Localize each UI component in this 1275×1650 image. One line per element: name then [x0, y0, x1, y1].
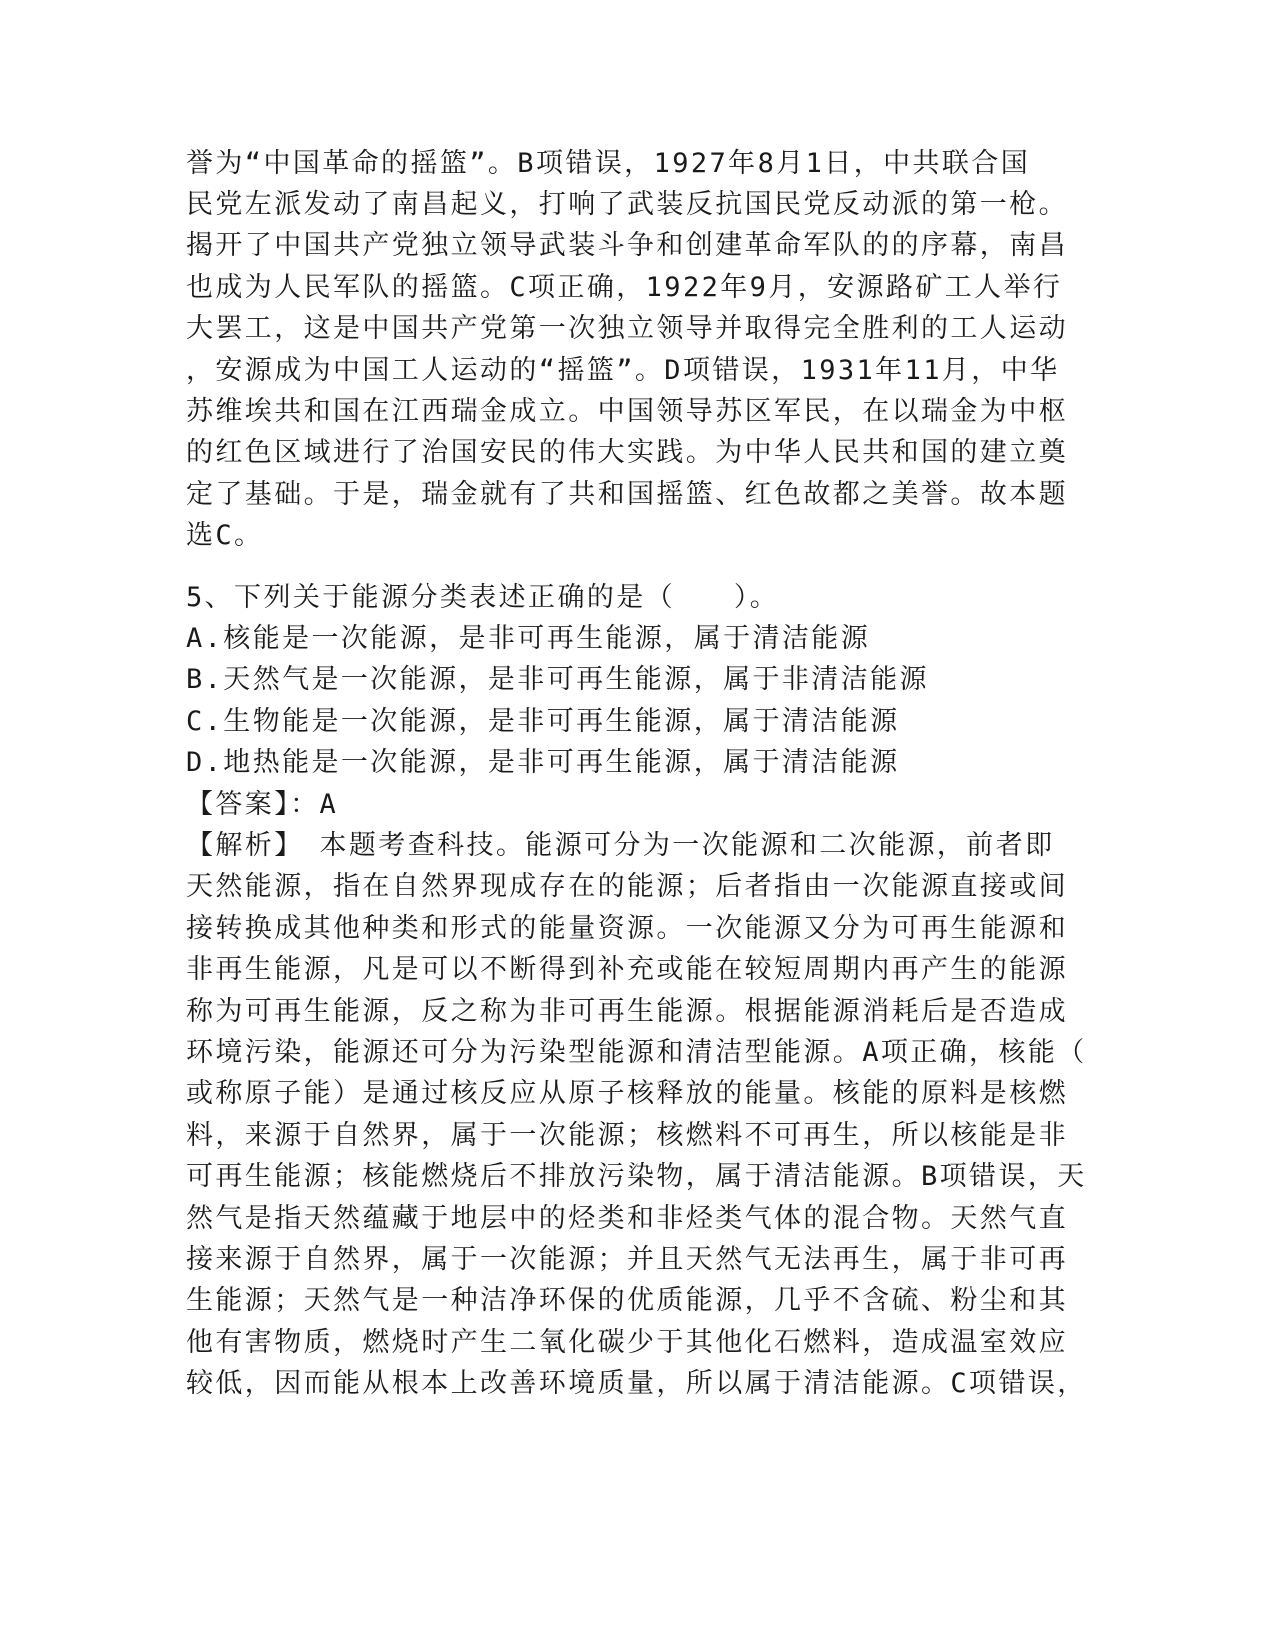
- text-line: 也成为人民军队的摇篮。C项正确，1922年9月，安源路矿工人举行: [186, 272, 1063, 303]
- text-line: 大罢工，这是中国共产党第一次独立领导并取得完全胜利的工人运动: [186, 313, 1068, 344]
- analysis-line: 接转换成其他种类和形式的能量资源。一次能源又分为可再生能源和: [186, 913, 1068, 944]
- analysis-line: 环境污染，能源还可分为污染型能源和清洁型能源。A项正确，核能（: [186, 1037, 1087, 1068]
- text-line: 定了基础。于是，瑞金就有了共和国摇篮、红色故都之美誉。故本题: [186, 479, 1068, 510]
- text-line: 苏维埃共和国在江西瑞金成立。中国领导苏区军民，在以瑞金为中枢: [186, 396, 1068, 427]
- answer-line: 【答案】：A: [186, 789, 339, 820]
- option-b: B.天然气是一次能源，是非可再生能源，属于非清洁能源: [186, 664, 929, 695]
- analysis-line: 【解析】 本题考查科技。能源可分为一次能源和二次能源，前者即: [186, 830, 1055, 861]
- text-line: 选C。: [186, 520, 264, 551]
- option-d: D.地热能是一次能源，是非可再生能源，属于清洁能源: [186, 747, 900, 778]
- analysis-line: 料，来源于自然界，属于一次能源；核燃料不可再生，所以核能是非: [186, 1120, 1068, 1151]
- analysis-line: 称为可再生能源，反之称为非可再生能源。根据能源消耗后是否造成: [186, 996, 1068, 1027]
- analysis-line: 生能源；天然气是一种洁净环保的优质能源，几乎不含硫、粉尘和其: [186, 1285, 1068, 1316]
- analysis-line: 非再生能源，凡是可以不断得到补充或能在较短周期内再产生的能源: [186, 954, 1068, 985]
- question-stem: 5、下列关于能源分类表述正确的是（ ）。: [186, 582, 780, 613]
- text-line: ，安源成为中国工人运动的“摇篮”。D项错误，1931年11月，中华: [186, 355, 1060, 386]
- analysis-line: 较低，因而能从根本上改善环境质量，所以属于清洁能源。C项错误，: [186, 1368, 1087, 1399]
- analysis-line: 或称原子能）是通过核反应从原子核释放的能量。核能的原料是核燃: [186, 1078, 1068, 1109]
- analysis-line: 他有害物质，燃烧时产生二氧化碳少于其他化石燃料，造成温室效应: [186, 1327, 1068, 1358]
- text-line: 民党左派发动了南昌起义，打响了武装反抗国民党反动派的第一枪。: [186, 189, 1068, 220]
- analysis-line: 然气是指天然蕴藏于地层中的烃类和非烃类气体的混合物。天然气直: [186, 1203, 1068, 1234]
- analysis-line: 接来源于自然界，属于一次能源；并且天然气无法再生，属于非可再: [186, 1244, 1068, 1275]
- analysis-line: 可再生能源；核能燃烧后不排放污染物，属于清洁能源。B项错误，天: [186, 1161, 1087, 1192]
- option-a: A.核能是一次能源，是非可再生能源，属于清洁能源: [186, 623, 871, 654]
- text-line: 揭开了中国共产党独立领导武装斗争和创建革命军队的的序幕，南昌: [186, 230, 1068, 261]
- analysis-line: 天然能源，指在自然界现成存在的能源；后者指由一次能源直接或间: [186, 871, 1068, 902]
- text-line: 的红色区域进行了治国安民的伟大实践。为中华人民共和国的建立奠: [186, 437, 1068, 468]
- text-line: 誉为“中国革命的摇篮”。B项错误，1927年8月1日，中共联合国: [186, 148, 1031, 179]
- option-c: C.生物能是一次能源，是非可再生能源，属于清洁能源: [186, 706, 900, 737]
